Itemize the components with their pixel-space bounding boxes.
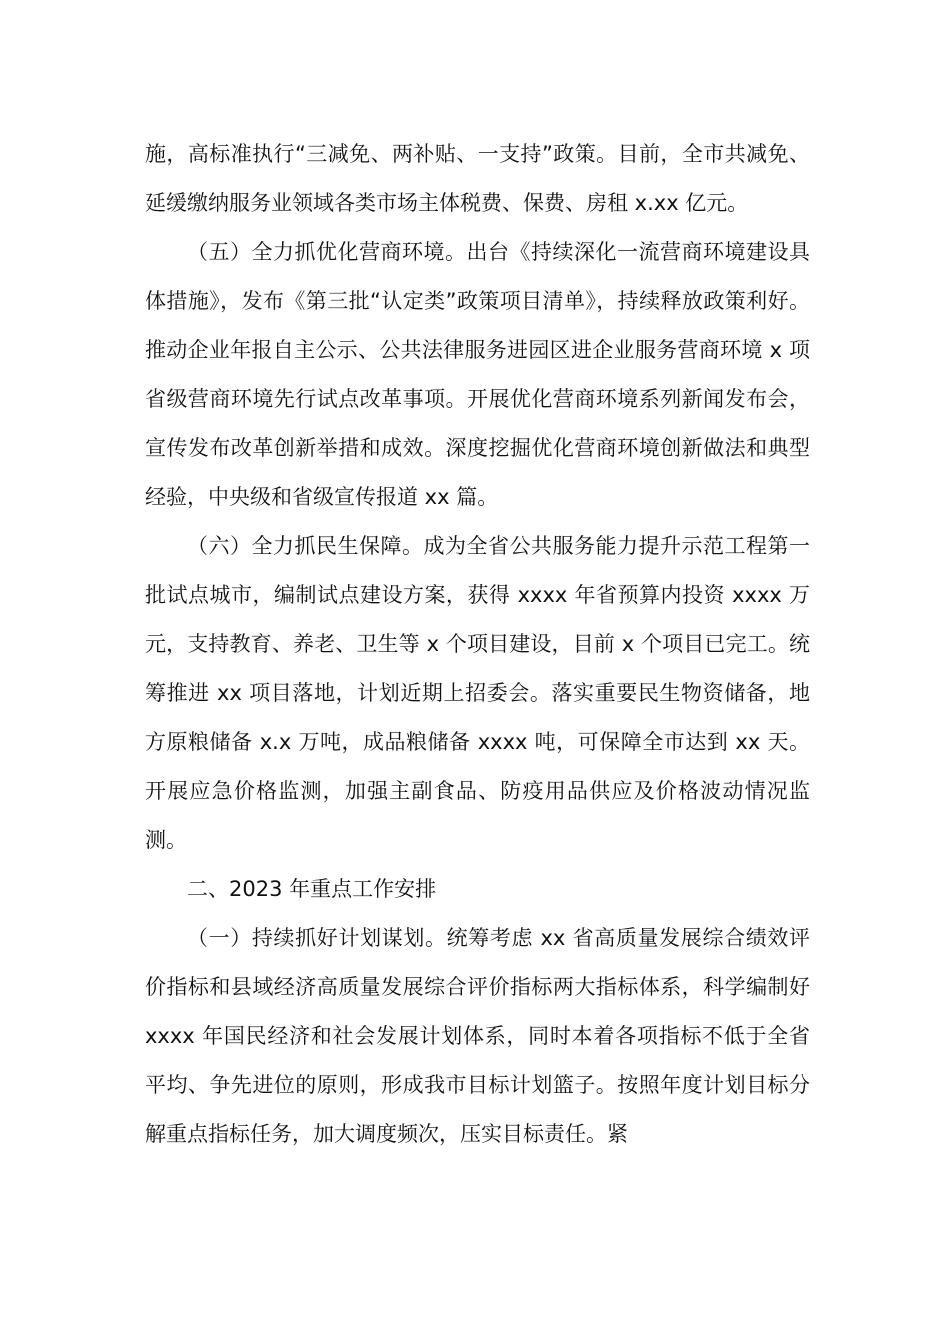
paragraph-livelihood-security: （六）全力抓民生保障。成为全省公共服务能力提升示范工程第一批试点城市，编制试点建设方案，获得 xxxx 年省预算内投资 xxxx 万元，支持教育、养老、卫生等 x 个项目建设，目前 x 个项目已完工。统筹推进 xx 项目落地，计划近期上招委会。落实重要民生物资储备，地方原粮储备 x.x 万吨，成品粮储备 xxxx 吨，可保障全市达到 xx 天。开展应急价格监测，加强主副食品、防疫用品供应及价格波动情况监测。 (145, 534, 810, 852)
paragraph-planning: （一）持续抓好计划谋划。统筹考虑 xx 省高质量发展综合绩效评价指标和县域经济高质量发展综合评价指标两大指标体系，科学编制好 xxxx 年国民经济和社会发展计划体系，同时本着各项指标不低于全省平均、争先进位的原则，形成我市目标计划篮子。按照年度计划目标分解重点指标任务，加大调度频次，压实目标责任。紧 (145, 926, 810, 1146)
document-body (145, 130, 810, 1159)
paragraph-continued: 施，高标准执行“三减免、两补贴、一支持”政策。目前，全市共减免、延缓缴纳服务业领域各类市场主体税费、保费、房租 x.xx 亿元。 (145, 142, 810, 215)
section-heading-2023-plan: 二、2023 年重点工作安排 (187, 877, 437, 901)
paragraph-optimize-business-environment: （五）全力抓优化营商环境。出台《持续深化一流营商环境建设具体措施》，发布《第三批“认定类”政策项目清单》，持续释放政策利好。推动企业年报自主公示、公共法律服务进园区进企业服务营商环境 x 项省级营商环境先行试点改革事项。开展优化营商环境系列新闻发布会，宣传发布改革创新举措和成效。深度挖掘优化营商环境创新做法和典型经验，中央级和省级宣传报道 xx 篇。 (145, 240, 810, 509)
